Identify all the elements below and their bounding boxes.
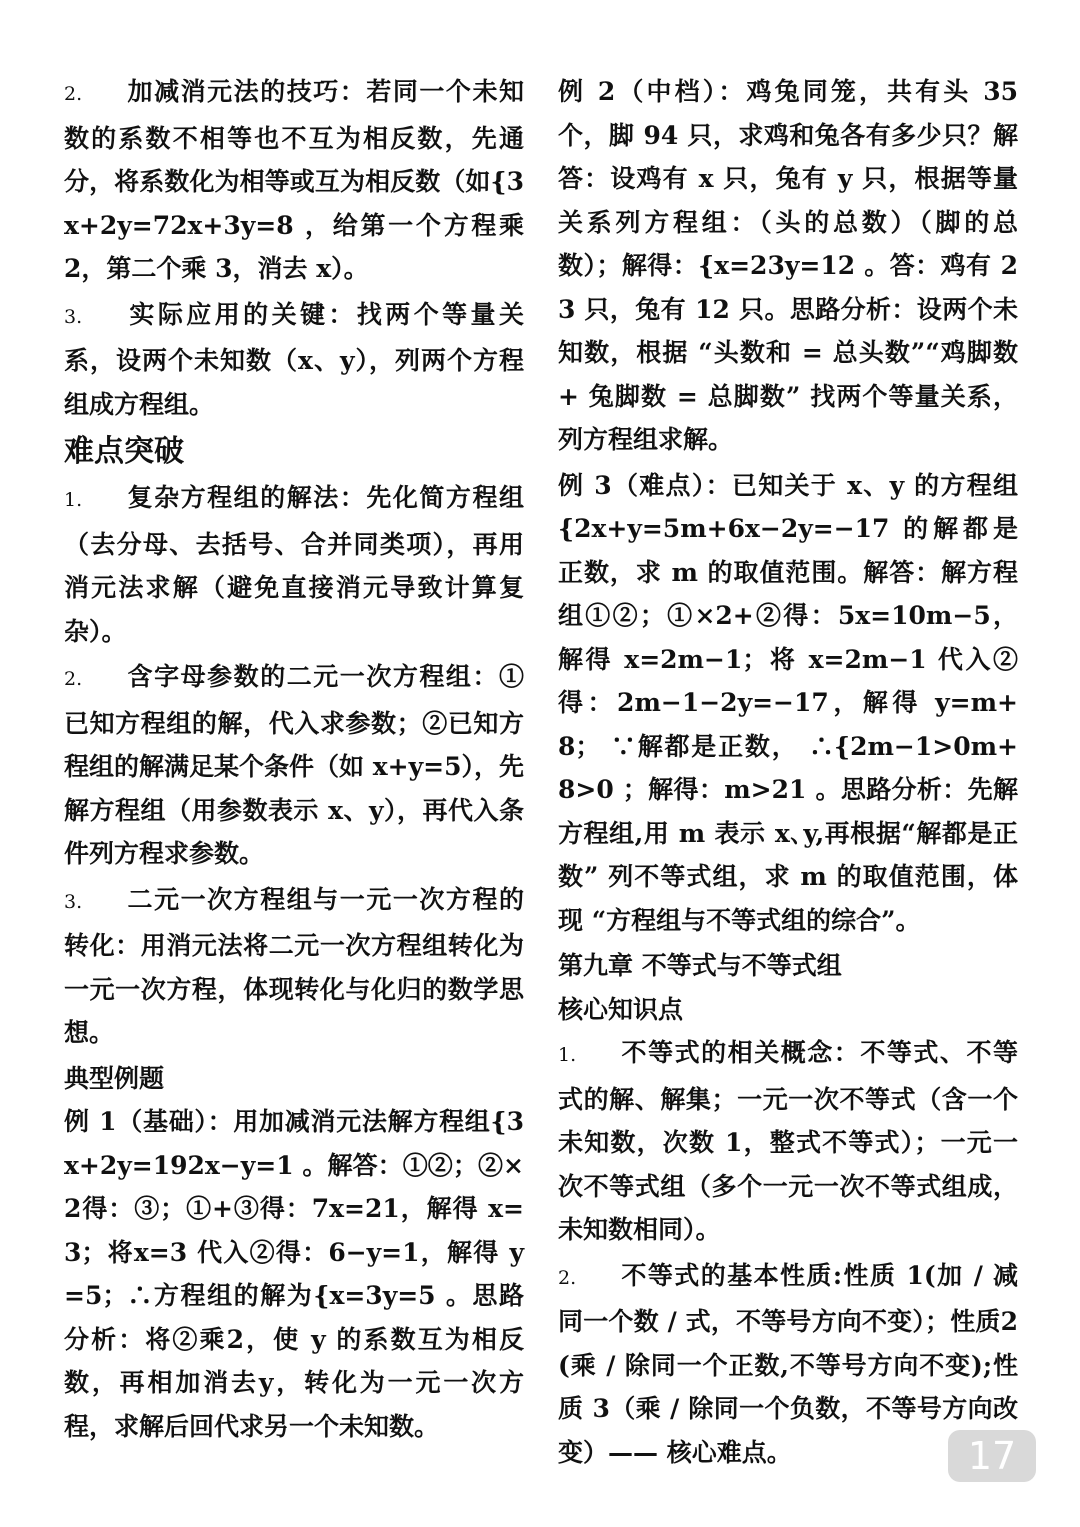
example-1: 例 1（基础）：用加减消元法解方程组{3x+2y=192x−y=1 。解答：①②；②×2得：③；①+③得：7x=21，解得 x=3；将x=3 代入②得：6−y=1，解得 y=5；∴方程组的解为{x=3y=5 。思路分析：将②乘2，使 y 的系数互为相反数，再相加消去y，转化为一元一次方程，求解后回代求另一个未知数。 [64, 1107, 524, 1441]
list-item [64, 70, 524, 291]
list-item [64, 293, 524, 427]
item-number: 1. [64, 489, 83, 511]
item-text: 不等式的相关概念：不等式、不等式的解、解集；一元一次不等式（含一个未知数，次数 1，整式不等式）；一元一次不等式组（多个一元一次不等式组成，未知数相同）。 [558, 1038, 1018, 1244]
section-heading-examples: 典型例题 [64, 1063, 165, 1093]
list-item [64, 655, 524, 876]
item-text: 加减消元法的技巧：若同一个未知数的系数不相等也不互为相反数，先通分，将系数化为相等或互为相反数（如{3x+2y=72x+3y=8 ，给第一个方程乘 2，第二个乘 3，消去 x）。 [64, 77, 524, 283]
item-number: 2. [558, 1266, 577, 1289]
list-item [64, 476, 524, 653]
item-text: 实际应用的关键：找两个等量关系，设两个未知数（x、y），列两个方程组成方程组。 [64, 299, 524, 419]
item-text: 二元一次方程组与一元一次方程的转化：用消元法将二元一次方程组转化为一元一次方程，体现转化与化归的数学思想。 [64, 884, 524, 1047]
item-text: 不等式的基本性质:性质 1(加 / 减同一个数 / 式，不等号方向不变）；性质2(乘 / 除同一个正数,不等号方向不变);性质 3（乘 / 除同一个负数，不等号方向改变）—— 核心难点。 [558, 1260, 1018, 1467]
item-number: 3. [64, 890, 83, 913]
section-heading-difficulty: 难点突破 [64, 434, 184, 469]
item-text: 含字母参数的二元一次方程组：①已知方程组的解，代入求参数；②已知方程组的解满足某个条件（如 x+y=5），先解方程组（用参数表示 x、y），再代入条件列方程求参数。 [64, 662, 524, 868]
item-number: 3. [64, 305, 83, 328]
right-column [558, 70, 1018, 1476]
item-number: 2. [64, 668, 83, 690]
item-number: 2. [64, 83, 83, 105]
example-2: 例 2（中档）：鸡兔同笼，共有头 35 个，脚 94 只，求鸡和兔各有多少只？解答：设鸡有 x 只，兔有 y 只，根据等量关系列方程组：（头的总数）（脚的总数）；解得：{x=23y=12 。答：鸡有 23 只，兔有 12 只。思路分析：设两个未知数，根据 “头数和 = 总头数”“鸡脚数 + 兔脚数 = 总脚数” 找两个等量关系，列方程组求解。 [558, 77, 1018, 454]
item-number: 1. [558, 1044, 577, 1066]
section-heading-core: 核心知识点 [558, 994, 684, 1024]
item-text: 复杂方程组的解法：先化简方程组（去分母、去括号、合并同类项），再用消元法求解（避免直接消元导致计算复杂）。 [64, 483, 524, 646]
page-number-badge: 17 [948, 1430, 1036, 1482]
chapter-heading: 第九章 不等式与不等式组 [558, 951, 842, 980]
list-item [558, 1031, 1018, 1252]
example-3: 例 3（难点）：已知关于 x、y 的方程组{2x+y=5m+6x−2y=−17 的解都是正数，求 m 的取值范围。解答：解方程组①②；①×2+②得：5x=10m−5，解得 x=2m−1；将 x=2m−1 代入②得：2m−1−2y=−17，解得 y=m+8； ∵解都是正数， ∴{2m−1>0m+8>0 ；解得：m>21 。思路分析：先解方程组,用 m 表示 x､y,再根据“解都是正数” 列不等式组，求 m 的取值范围，体现 “方程组与不等式组的综合”。 [558, 470, 1018, 935]
left-column [64, 70, 524, 1450]
list-item [64, 878, 524, 1055]
